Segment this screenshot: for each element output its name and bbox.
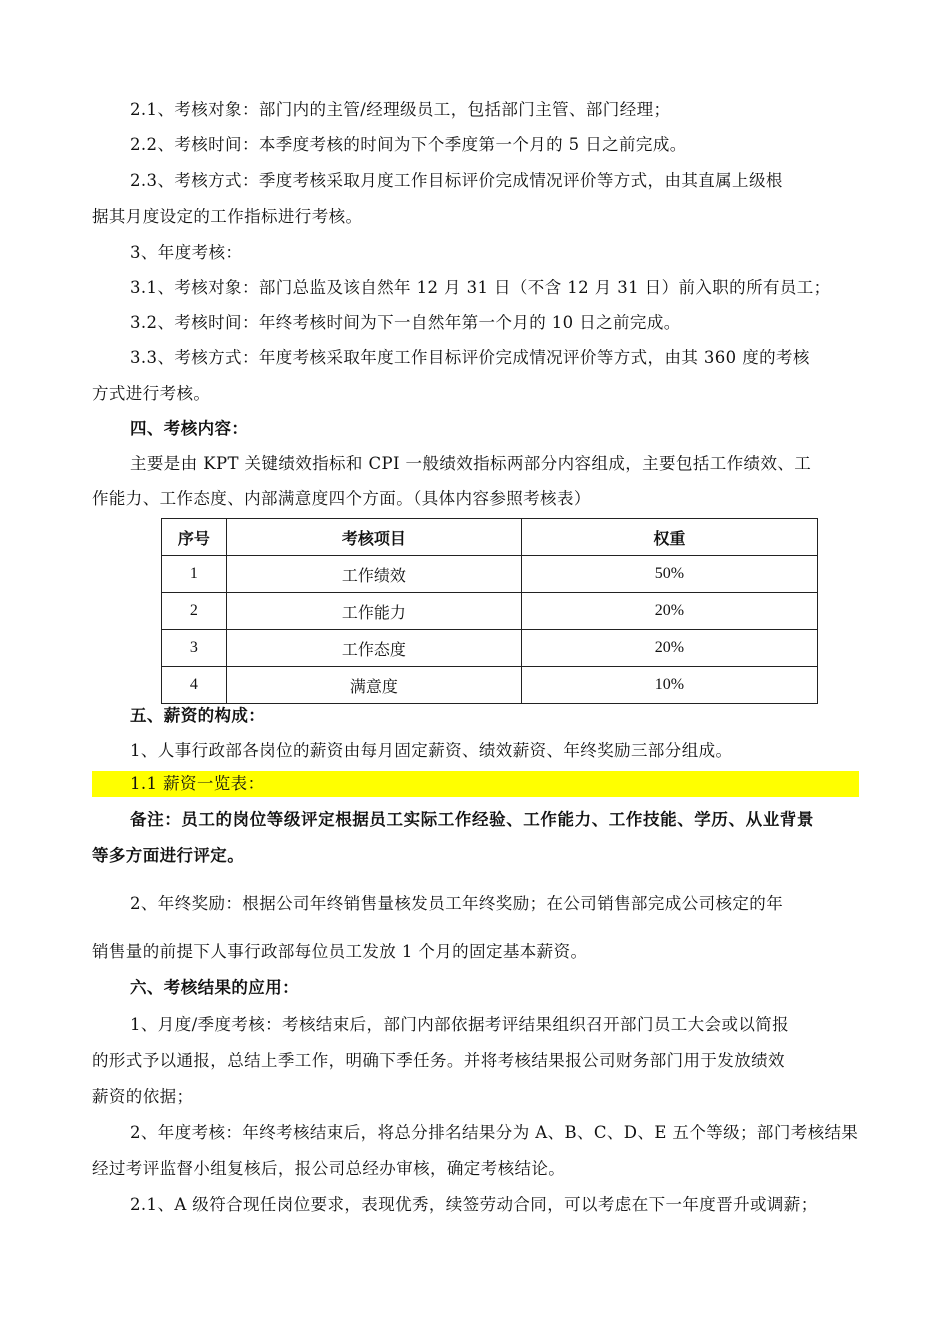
paragraph-3-1: 3.1、考核对象：部门总监及该自然年 12 月 31 日（不含 12 月 31 日）前入职的所有员工；	[130, 278, 831, 297]
salary-paragraph: 1、人事行政部各岗位的薪资由每月固定薪资、绩效薪资、年终奖励三部分组成。	[130, 741, 733, 760]
note-line1: 备注：员工的岗位等级评定根据员工实际工作经验、工作能力、工作技能、学历、从业背景	[130, 810, 814, 829]
annual-paragraph-line2: 经过考评监督小组复核后，报公司总经办审核，确定考核结论。	[92, 1159, 566, 1178]
bonus-paragraph-line2: 销售量的前提下人事行政部每位员工发放 1 个月的固定基本薪资。	[92, 942, 588, 961]
paragraph-3-3-line2: 方式进行考核。	[92, 384, 211, 403]
section-heading-4: 四、考核内容：	[130, 419, 249, 438]
section-heading-6: 六、考核结果的应用：	[130, 978, 299, 997]
bonus-paragraph-line1: 2、年终奖励：根据公司年终销售量核发员工年终奖励；在公司销售部完成公司核定的年	[130, 894, 784, 913]
table-row	[162, 556, 818, 593]
grade-a-paragraph: 2.1、A 级符合现任岗位要求，表现优秀，续签劳动合同，可以考虑在下一年度晋升或调薪；	[130, 1195, 818, 1214]
table-row	[162, 593, 818, 630]
content-paragraph-line1: 主要是由 KPT 关键绩效指标和 CPI 一般绩效指标两部分内容组成，主要包括工作绩效、工	[130, 454, 812, 473]
table-cell-index: 2	[162, 593, 227, 630]
table-header-row	[162, 519, 818, 556]
salary-list-heading: 1.1 薪资一览表：	[130, 774, 265, 793]
monthly-paragraph-line2: 的形式予以通报，总结上季工作，明确下季任务。并将考核结果报公司财务部门用于发放绩效	[92, 1051, 785, 1070]
table-cell-index: 1	[162, 556, 227, 593]
table-cell-index: 4	[162, 667, 227, 704]
table-header-index: 序号	[162, 519, 227, 556]
table-row	[162, 630, 818, 667]
monthly-paragraph-line3: 薪资的依据；	[92, 1087, 194, 1106]
paragraph-3-heading: 3、年度考核：	[130, 243, 243, 262]
annual-paragraph-line1: 2、年度考核：年终考核结束后，将总分排名结果分为 A、B、C、D、E 五个等级；部门考核结果	[130, 1123, 859, 1142]
table-cell-item: 工作绩效	[226, 556, 521, 593]
paragraph-2-2: 2.2、考核时间：本季度考核的时间为下个季度第一个月的 5 日之前完成。	[130, 135, 687, 154]
section-heading-5: 五、薪资的构成：	[130, 706, 266, 725]
paragraph-3-2: 3.2、考核时间：年终考核时间为下一自然年第一个月的 10 日之前完成。	[130, 313, 681, 332]
table-cell-weight: 20%	[521, 630, 817, 667]
paragraph-3-3-line1: 3.3、考核方式：年度考核采取年度工作目标评价完成情况评价等方式，由其 360 度的考核	[130, 348, 810, 367]
table-header-item: 考核项目	[226, 519, 521, 556]
monthly-paragraph-line1: 1、月度/季度考核：考核结束后，部门内部依据考评结果组织召开部门员工大会或以简报	[130, 1015, 790, 1034]
table-cell-weight: 10%	[521, 667, 817, 704]
table-cell-item: 工作能力	[226, 593, 521, 630]
table-cell-item: 工作态度	[226, 630, 521, 667]
table-header-weight: 权重	[521, 519, 817, 556]
note-line2: 等多方面进行评定。	[92, 846, 245, 865]
table-row	[162, 667, 818, 704]
table-cell-weight: 20%	[521, 593, 817, 630]
content-paragraph-line2: 作能力、工作态度、内部满意度四个方面。（具体内容参照考核表）	[92, 489, 591, 508]
paragraph-2-1: 2.1、考核对象：部门内的主管/经理级员工，包括部门主管、部门经理；	[130, 100, 671, 119]
table-cell-index: 3	[162, 630, 227, 667]
assessment-table	[161, 518, 818, 704]
paragraph-2-3-line1: 2.3、考核方式：季度考核采取月度工作目标评价完成情况评价等方式，由其直属上级根	[130, 171, 783, 190]
table-cell-item: 满意度	[226, 667, 521, 704]
paragraph-2-3-line2: 据其月度设定的工作指标进行考核。	[92, 207, 363, 226]
table-cell-weight: 50%	[521, 556, 817, 593]
